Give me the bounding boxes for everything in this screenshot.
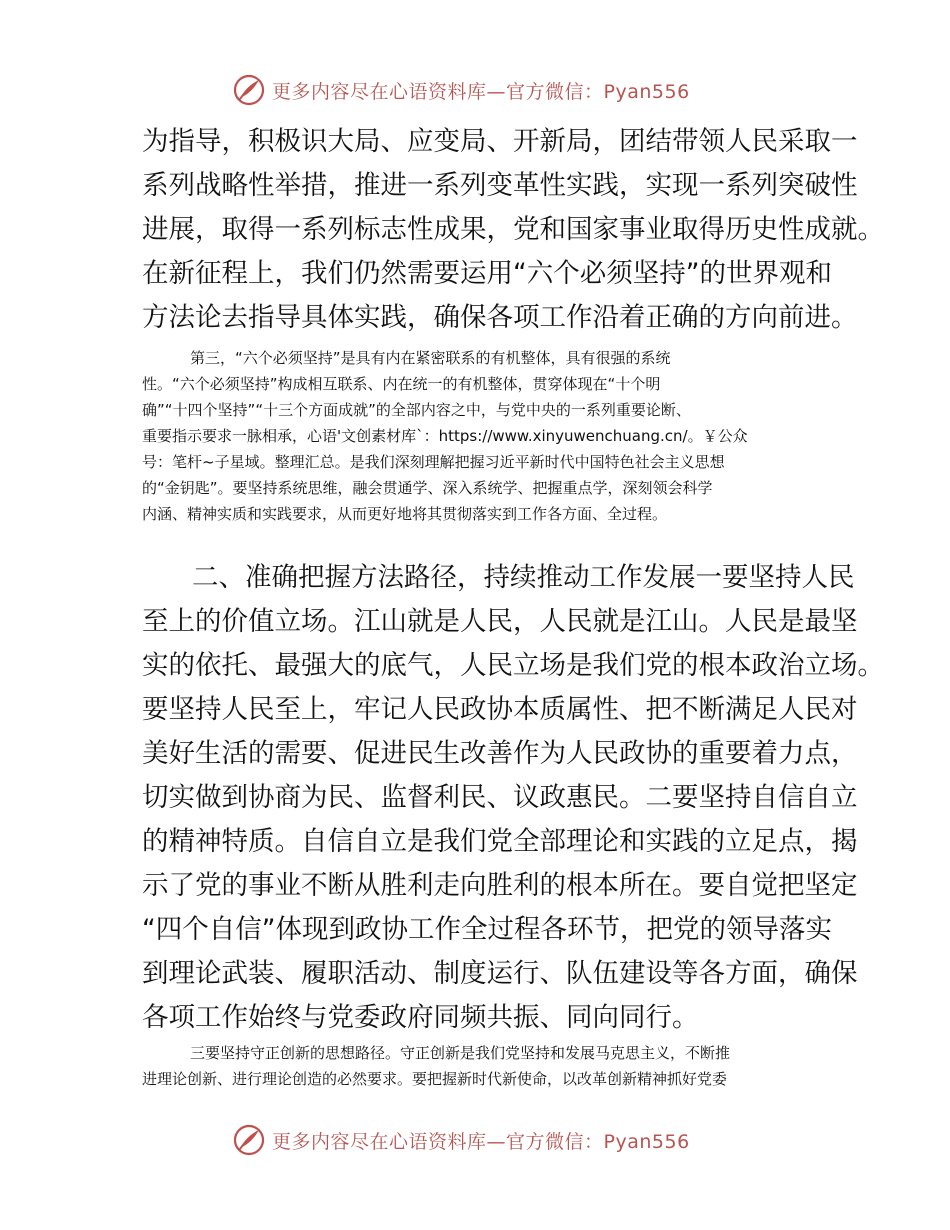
text-line: 至上的价值立场。江山就是人民，人民就是江山。人民是最坚 xyxy=(142,606,858,637)
banner-text: 更多内容尽在心语资料库—官方微信：Pyan556 xyxy=(272,1131,690,1153)
text-line: 内涵、精神实质和实践要求，从而更好地将其贯彻落实到工作各方面、全过程。 xyxy=(142,505,668,523)
text-line: 到理论武装、履职活动、制度运行、队伍建设等各方面，确保 xyxy=(142,958,858,989)
text-line: 确”“十四个坚持”“十三个方面成就”的全部内容之中，与党中央的一系列重要论断、 xyxy=(142,401,691,419)
text-line: 美好生活的需要、促进民生改善作为人民政协的重要着力点， xyxy=(142,738,858,769)
paragraph-4 xyxy=(142,1040,822,1092)
text-line: 进理论创新、进行理论创造的必然要求。要把握新时代新使命，以改革创新精神抓好党委 xyxy=(142,1070,728,1088)
text-line: 在新征程上，我们仍然需要运用“六个必须坚持”的世界观和 xyxy=(142,258,832,289)
header-banner xyxy=(0,68,950,112)
text-line: 二、准确把握方法路径，持续推动工作发展一要坚持人民 xyxy=(192,562,855,593)
text-line: 重要指示要求一脉相承，心语'文创素材库`：https://www.xinyuwenchuang.cn/。￥公众 xyxy=(142,427,748,445)
text-line: 进展，取得一系列标志性成果，党和国家事业取得历史性成就。 xyxy=(142,214,884,245)
footer-banner xyxy=(0,1118,950,1162)
text-line: 系列战略性举措，推进一系列变革性实践，实现一系列突破性 xyxy=(142,170,858,201)
text-line: 第三，“六个必须坚持”是具有内在紧密联系的有机整体，具有很强的系统 xyxy=(190,349,671,367)
text-line: 实的依托、最强大的底气，人民立场是我们党的根本政治立场。 xyxy=(142,650,884,681)
text-line: 为指导，积极识大局、应变局、开新局，团结带领人民采取一 xyxy=(142,126,858,157)
paragraph-3 xyxy=(142,556,884,1040)
text-line: 要坚持人民至上，牢记人民政协本质属性、把不断满足人民对 xyxy=(142,694,858,725)
text-line: 的精神特质。自信自立是我们党全部理论和实践的立足点，揭 xyxy=(142,826,858,857)
text-line: 三要坚持守正创新的思想路径。守正创新是我们党坚持和发展马克思主义，不断推 xyxy=(190,1044,731,1062)
text-line: 切实做到协商为民、监督利民、议政惠民。二要坚持自信自立 xyxy=(142,782,858,813)
pen-quill-logo-icon xyxy=(232,73,266,107)
text-line: 方法论去指导具体实践，确保各项工作沿着正确的方向前进。 xyxy=(142,302,858,333)
paragraph-2 xyxy=(142,345,822,527)
text-line: 性。“六个必须坚持”构成相互联系、内在统一的有机整体，贯穿体现在“十个明 xyxy=(142,375,661,393)
text-line: 示了党的事业不断从胜利走向胜利的根本所在。要自觉把坚定 xyxy=(142,870,858,901)
text-line: 号：笔杆~子星域。整理汇总。是我们深刻理解把握习近平新时代中国特色社会主义思想 xyxy=(142,453,725,471)
banner-text: 更多内容尽在心语资料库—官方微信：Pyan556 xyxy=(272,81,690,103)
text-line: “四个自信”体现到政协工作全过程各环节，把党的领导落实 xyxy=(142,914,832,945)
text-line: 各项工作始终与党委政府同频共振、同向同行。 xyxy=(142,1002,699,1033)
pen-quill-logo-icon xyxy=(232,1123,266,1157)
text-line: 的“金钥匙”。要坚持系统思维，融会贯通学、深入系统学、把握重点学，深刻领会科学 xyxy=(142,479,713,497)
paragraph-1 xyxy=(142,120,884,340)
